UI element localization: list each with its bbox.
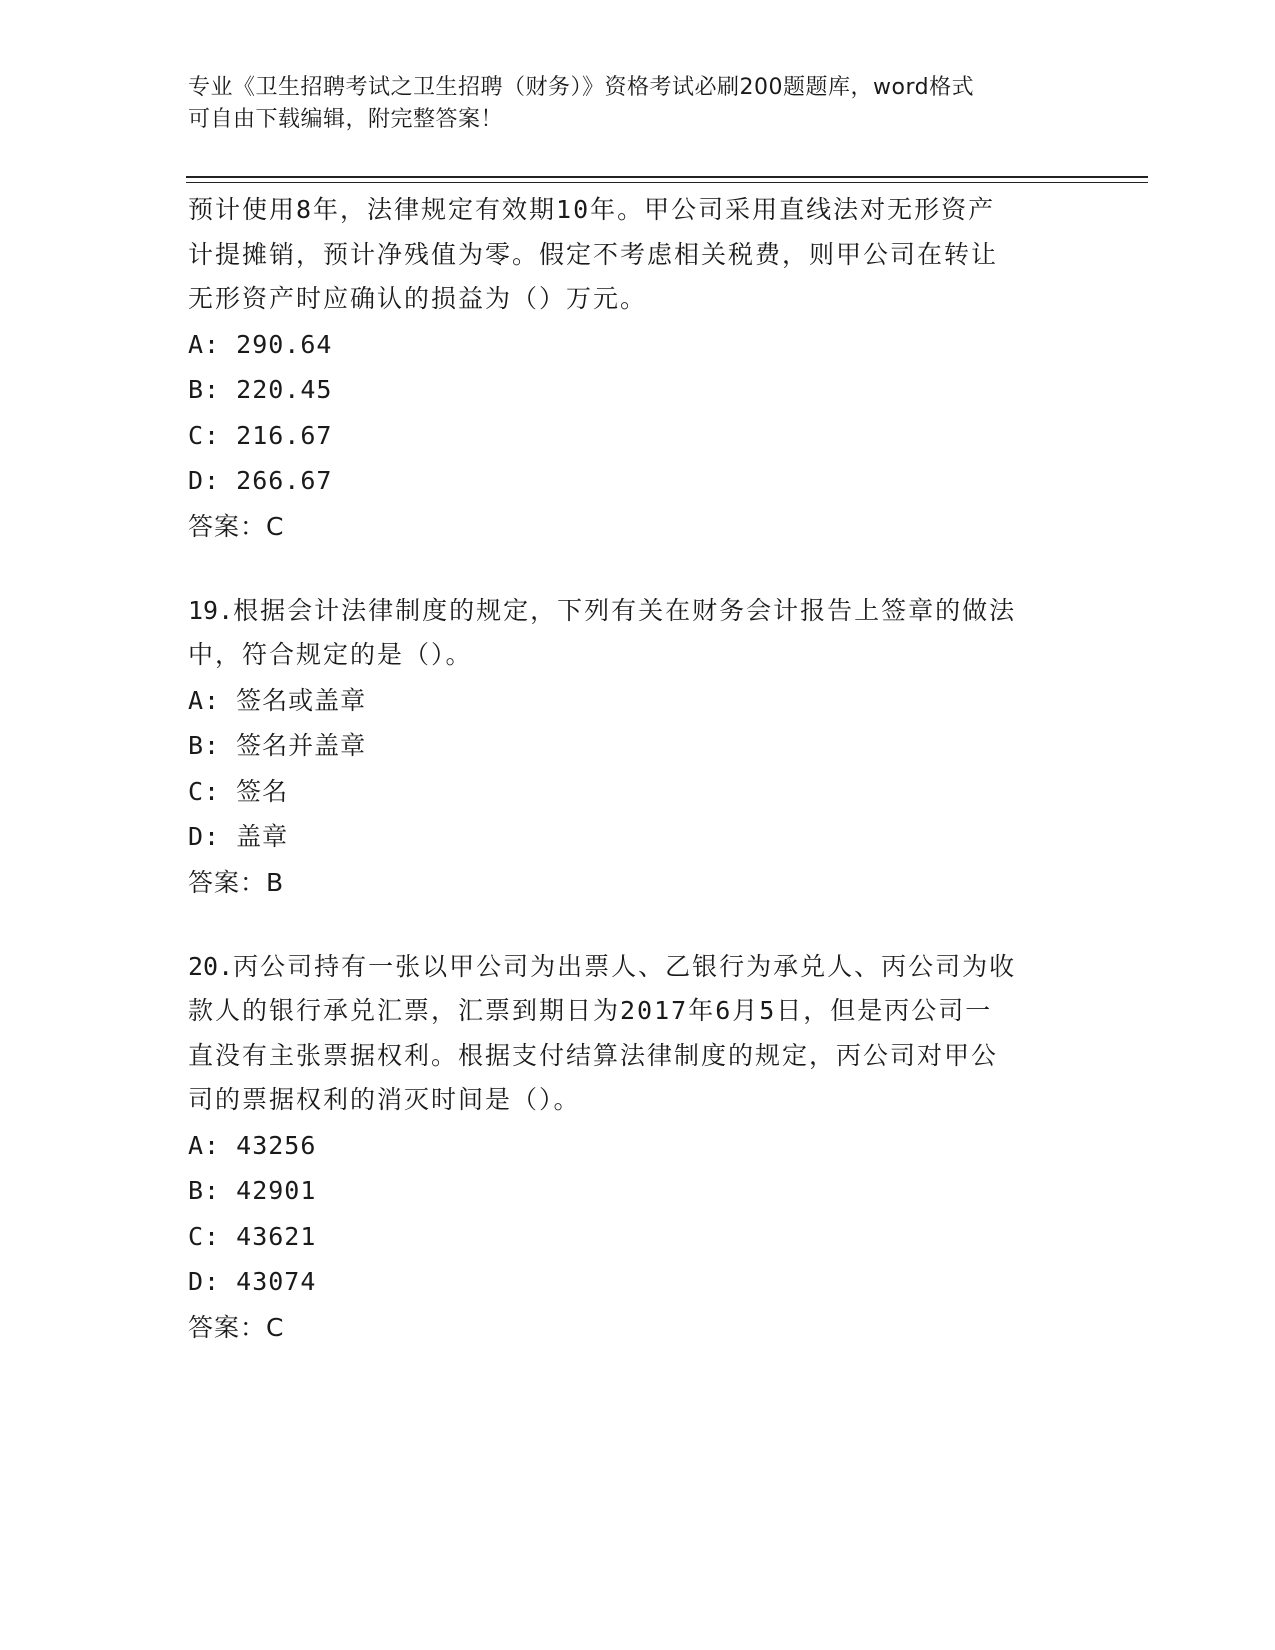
answer-text: 答案：B	[188, 867, 285, 897]
option-a: A: 43256	[188, 1130, 317, 1160]
header-line-2: 可自由下载编辑，附完整答案！	[188, 107, 504, 132]
stem-line: 无形资产时应确认的损益为（）万元。	[188, 284, 648, 313]
question-number: 19.	[188, 595, 234, 625]
stem-line	[188, 589, 1088, 634]
option-d: D: 266.67	[188, 466, 333, 495]
question-number: 20.	[188, 951, 234, 981]
option-c: C: 43621	[188, 1221, 317, 1251]
stem-text: 根据会计法律制度的规定，下列有关在财务会计报告上签章的做法	[233, 595, 1017, 625]
option-c: C: 216.67	[188, 420, 333, 450]
option-b: B: 220.45	[188, 375, 333, 404]
option-d: D: 43074	[188, 1267, 317, 1296]
stem-line: 直没有主张票据权利。根据支付结算法律制度的规定，丙公司对甲公	[188, 1040, 999, 1070]
stem-line: 司的票据权利的消灭时间是（）。	[188, 1085, 581, 1114]
header-divider-thin	[186, 182, 1148, 183]
stem-line: 中，符合规定的是（）。	[188, 640, 473, 669]
option-d: D: 盖章	[188, 822, 289, 851]
question-stem	[188, 589, 1088, 678]
stem-line: 款人的银行承兑汇票，汇票到期日为2017年6月5日，但是丙公司一	[188, 996, 993, 1025]
document-header	[188, 72, 1068, 136]
stem-line	[188, 945, 1088, 990]
option-b: B: 签名并盖章	[188, 731, 367, 760]
question-block	[188, 589, 1088, 905]
question-stem	[188, 188, 1088, 322]
stem-line: 预计使用8年，法律规定有效期10年。甲公司采用直线法对无形资产	[188, 195, 996, 224]
question-list	[188, 188, 1088, 1350]
option-a: A: 签名或盖章	[188, 685, 367, 715]
question-stem	[188, 945, 1088, 1123]
stem-text: 丙公司持有一张以甲公司为出票人、乙银行为承兑人、丙公司为收	[233, 951, 1017, 981]
option-a: A: 290.64	[188, 329, 333, 359]
question-block	[188, 188, 1088, 549]
stem-line: 计提摊销，预计净残值为零。假定不考虑相关税费，则甲公司在转让	[188, 239, 999, 269]
answer-text: 答案：C	[188, 511, 285, 541]
answer-text: 答案：C	[188, 1312, 285, 1342]
header-divider-thick	[186, 176, 1148, 178]
option-b: B: 42901	[188, 1176, 317, 1205]
header-line-1: 专业《卫生招聘考试之卫生招聘（财务）》资格考试必刷200题题库，word格式	[188, 75, 975, 100]
option-c: C: 签名	[188, 776, 289, 806]
question-block	[188, 945, 1088, 1350]
